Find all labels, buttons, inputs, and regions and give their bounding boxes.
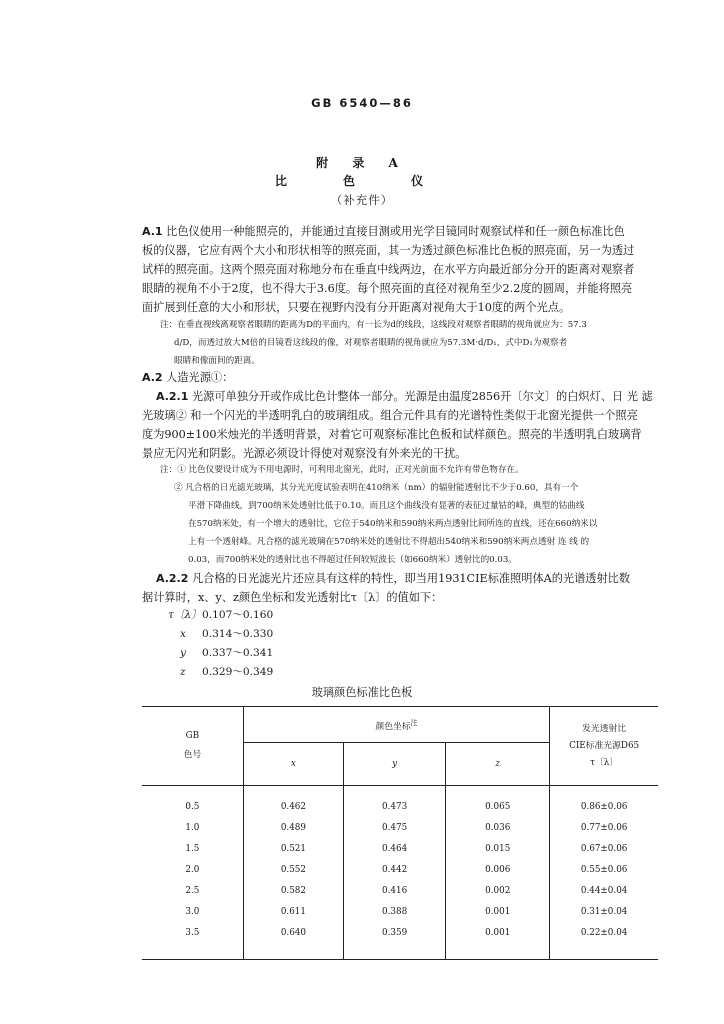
spec-key: τ〔λ〕: [168, 609, 202, 621]
a21-note-1: 注：① 比色仪要设计成为不用电源时，可利用北窗光，此时，正对光前面不允许有带色物存在。: [160, 465, 524, 475]
section-a21-line-3: 度为900±100米烛光的半透明背景，对着它可观察标准比色板和试样颜色。照亮的半透明乳白玻璃背: [142, 428, 642, 441]
cell-transmittance: 0.77±0.06: [550, 817, 658, 838]
spec-range: 0.314～0.330: [202, 628, 274, 640]
a21-note-2-line-3: 在570纳米处，有一个增大的透射比，它位于540纳米和590纳米两点透射比间所连的直线，还在660纳米以: [188, 519, 598, 529]
header-color-coordinates: 颜色坐标$^注$: [243, 707, 549, 743]
cell-x: 0.552: [243, 859, 343, 880]
a1-note-line-1: 注：在垂直视线离观察者眼睛的距离为D的平面内，有一长为d的线段，这线段对观察者眼睛的视角就应为：57.3: [160, 320, 587, 330]
cell-gb: 2.0: [185, 864, 200, 875]
cell-z: 0.001: [446, 901, 550, 922]
cell-z: 0.036: [446, 817, 550, 838]
spec-key: y: [180, 647, 186, 659]
a21-note-2-line-5: 0.03，而700纳米处的透射比也不得超过任何较短波长（如660纳米）透射比的0.03。: [188, 555, 517, 565]
section-a22-line-2: 据计算时，x、y、z颜色坐标和发光透射比τ〔λ〕的值如下：: [142, 591, 443, 604]
section-a1-line-1: A.1 比色仪使用一种能照亮的，并能通过直接目测或用光学目镜同时观察试样和任一颜色标准比色: [142, 225, 625, 238]
section-label-a22: A.2.2: [156, 572, 189, 585]
spec-key: x: [180, 628, 186, 640]
cell-y: 0.359: [344, 922, 446, 960]
cell-x: 0.640: [243, 922, 343, 960]
cell-transmittance: 0.55±0.06: [550, 859, 658, 880]
table-row: [142, 880, 658, 901]
section-a1-line-3: 试样的照亮面。这两个照亮面对称地分布在垂直中线两边，在水平方向最近部分分开的距离对观察者: [142, 263, 635, 276]
cell-x: 0.489: [243, 817, 343, 838]
appendix-title: 附 录 A: [316, 156, 408, 170]
table-row: [142, 922, 658, 960]
cell-gb: 0.5: [185, 801, 200, 812]
header-gb: GB 色号: [142, 707, 243, 786]
section-label-a2: A.2: [142, 371, 163, 384]
a1-note-line-2: d/D，而透过放大M倍的目镜看这线段的像，对观察者眼睛的视角就应为57.3M·d/D₁，式中D₁为观察者: [174, 338, 568, 348]
header-z: z: [446, 743, 550, 786]
cell-y: 0.416: [344, 880, 446, 901]
spec-range: 0.107～0.160: [202, 609, 274, 621]
spec-key: z: [180, 666, 186, 678]
section-a2-heading: [142, 368, 233, 388]
cell-gb: 1.0: [185, 822, 200, 833]
cell-y: 0.464: [344, 838, 446, 859]
a21-note-2-line-1: ② 凡合格的日光滤光玻璃，其分光光度试验表明在410纳米（nm）的辐射能透射比不少于0.60，具有一个: [174, 483, 579, 493]
header-luminous-transmittance: 发光透射比 CIE标准光源D65 τ〔λ〕: [550, 707, 658, 786]
cell-y: 0.388: [344, 901, 446, 922]
appendix-subtitle: 比 色 仪: [274, 174, 450, 188]
header-coordinates-note: 注: [410, 718, 418, 727]
cell-transmittance: 0.31±0.04: [550, 901, 658, 922]
cell-x: 0.611: [243, 901, 343, 922]
cell-gb: 2.5: [185, 885, 200, 896]
header-x: x: [243, 743, 343, 786]
section-a22-line-1: A.2.2 凡合格的日光滤光片还应具有这样的特性，即当用1931CIE标准照明体A的光谱透射比数: [156, 572, 631, 585]
cell-z: 0.001: [446, 922, 550, 960]
spec-row: [168, 663, 273, 682]
cell-z: 0.065: [446, 786, 550, 818]
cell-gb: 3.0: [185, 906, 200, 917]
appendix-note: （补充件）: [330, 193, 394, 207]
spec-row: [168, 625, 273, 644]
spec-row: [168, 644, 273, 663]
section-label-a1: A.1: [142, 225, 163, 238]
cell-x: 0.582: [243, 880, 343, 901]
section-a1-line-2: 板的仪器，它应有两个大小和形状相等的照亮面，其一为透过颜色标准比色板的照亮面，另一为透过: [142, 244, 635, 257]
spec-range: 0.329～0.349: [202, 666, 274, 678]
section-a1-line-5: 面扩展到任意的大小和形状，只要在视野内没有分开距离对视角大于10度的两个光点。: [142, 301, 571, 314]
table-row: [142, 817, 658, 838]
cell-z: 0.015: [446, 838, 550, 859]
cell-y: 0.442: [344, 859, 446, 880]
page-header: GB 6540—86: [311, 96, 413, 110]
table-row: [142, 901, 658, 922]
cell-gb: 1.5: [185, 843, 200, 854]
cell-x: 0.462: [243, 786, 343, 818]
header-y: y: [344, 743, 446, 786]
cell-transmittance: 0.86±0.06: [550, 786, 658, 818]
cell-z: 0.002: [446, 880, 550, 901]
section-a21-line-2: 光玻璃② 和一个闪光的半透明乳白的玻璃组成。组合元件具有的光谱特性类似于北窗光提供一个照亮: [142, 409, 638, 422]
spec-row: [168, 606, 273, 625]
section-label-a21: A.2.1: [156, 390, 189, 403]
cell-x: 0.521: [243, 838, 343, 859]
table-row: [142, 786, 658, 818]
section-a21-line-1: A.2.1 光源可单独分开或作成比色计整体一部分。光源是由温度2856开〔尔文〕的白炽灯、日 光 滤: [156, 390, 653, 403]
table-caption: 玻璃颜色标准比色板: [311, 686, 413, 699]
cell-transmittance: 0.67±0.06: [550, 838, 658, 859]
section-a1-line-4: 眼睛的视角不小于2度，也不得大于3.6度。每个照亮面的直径对视角至少2.2度的圆周，并能将照亮: [142, 282, 633, 295]
a21-note-2-line-2: 平滑下降曲线，到700纳米处透射比低于0.10。而且这个曲线没有显著的表征过量钴的峰，典型的钴曲线: [188, 501, 585, 511]
cell-y: 0.473: [344, 786, 446, 818]
section-a21-line-4: 景应无闪光和阴影。光源必须设计得使对观察没有外来光的干扰。: [142, 447, 467, 460]
color-standard-table: [142, 706, 658, 960]
a1-note-line-3: 眼睛和像面间的距离。: [174, 356, 260, 366]
cell-z: 0.006: [446, 859, 550, 880]
table-row: [142, 859, 658, 880]
cell-transmittance: 0.22±0.04: [550, 922, 658, 960]
cell-y: 0.475: [344, 817, 446, 838]
table-row: [142, 838, 658, 859]
a21-note-2-line-4: 上有一个透射峰。凡合格的滤光玻璃在570纳米处的透射比不得超出540纳米和590纳米两点透射 连 线 的: [188, 537, 590, 547]
spec-range: 0.337～0.341: [202, 647, 274, 659]
section-a2-title: 人造光源①：: [166, 371, 234, 384]
cell-transmittance: 0.44±0.04: [550, 880, 658, 901]
cell-gb: 3.5: [142, 922, 243, 960]
